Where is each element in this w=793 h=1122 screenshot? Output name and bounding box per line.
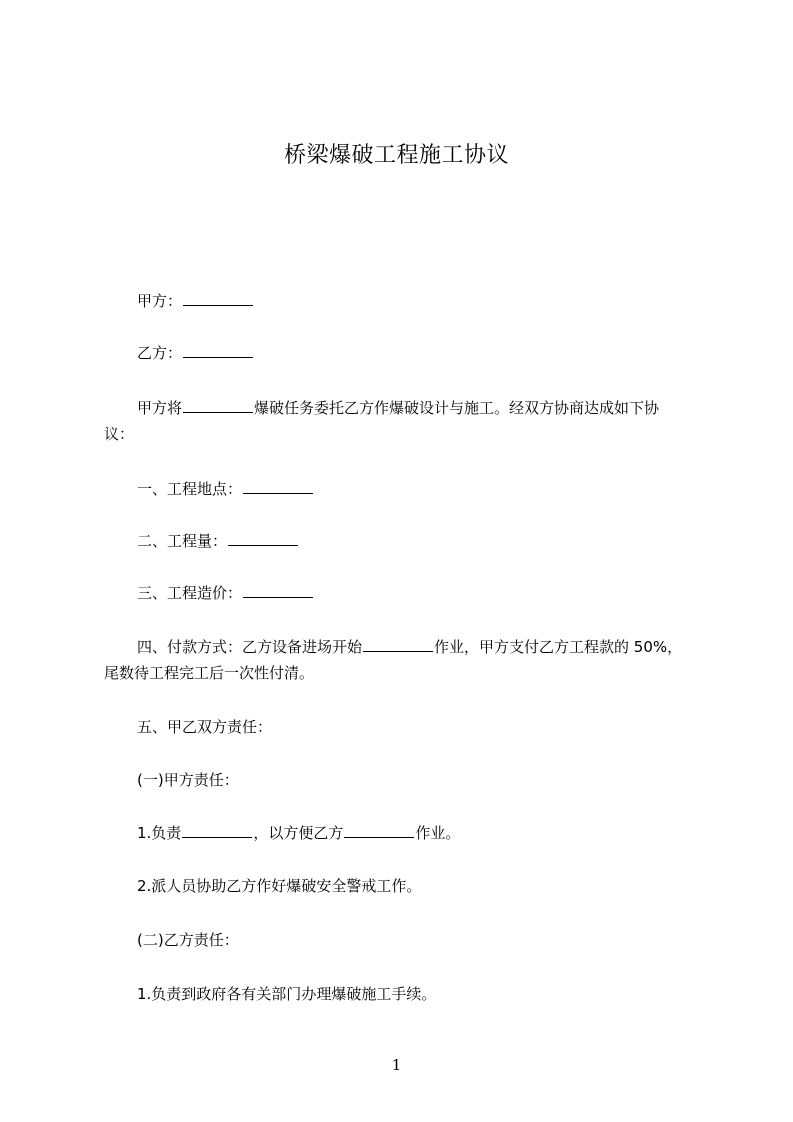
- item-2-label: 二、工程量：: [137, 532, 228, 550]
- party-a-blank: [183, 291, 253, 306]
- intro-text-2: 爆破任务委托乙方作爆破设计与施工。经双方协商达成如下协: [254, 399, 660, 417]
- item-3-line: [104, 580, 704, 606]
- item-1-line: [104, 476, 704, 502]
- item-2-line: [104, 528, 704, 554]
- party-a-resp-heading-line: [104, 767, 704, 793]
- intro-line-1: [104, 395, 704, 421]
- item-5-label: 五、甲乙双方责任：: [137, 718, 273, 736]
- party-a-label: 甲方：: [137, 292, 183, 310]
- a1-text-3: 作业。: [415, 824, 461, 842]
- item-1-label: 一、工程地点：: [137, 480, 243, 498]
- page-number: 1: [391, 1056, 402, 1074]
- item-4-text-2: 作业，甲方支付乙方工程款的 50%，: [434, 638, 683, 656]
- intro-text-3: 议：: [104, 425, 135, 443]
- item-4-text-3: 尾数待工程完工后一次性付清。: [104, 664, 315, 682]
- a1-blank-1: [182, 823, 252, 838]
- intro-blank: [183, 398, 253, 413]
- party-a-resp-1-line: [104, 820, 704, 846]
- party-b-label: 乙方：: [137, 344, 183, 362]
- intro-line-2: [104, 421, 704, 447]
- a1-blank-2: [344, 823, 414, 838]
- party-b-line: [104, 340, 704, 366]
- a2-text: 2.派人员协助乙方作好爆破安全警戒工作。: [137, 877, 422, 895]
- item-2-blank: [228, 531, 298, 546]
- a1-text-1: 1.负责: [137, 824, 182, 842]
- intro-text-1: 甲方将: [137, 399, 183, 417]
- party-a-resp-heading: (一)甲方责任：: [137, 771, 239, 789]
- item-4-line-1: [104, 634, 704, 660]
- party-b-resp-1-line: [104, 981, 704, 1007]
- party-a-line: [104, 288, 704, 314]
- item-4-text-1: 四、付款方式：乙方设备进场开始: [137, 638, 363, 656]
- item-3-label: 三、工程造价：: [137, 584, 243, 602]
- item-3-blank: [243, 583, 313, 598]
- b1-text: 1.负责到政府各有关部门办理爆破施工手续。: [137, 985, 437, 1003]
- party-a-resp-2-line: [104, 873, 704, 899]
- item-4-blank: [363, 637, 433, 652]
- item-4-line-2: [104, 660, 704, 686]
- document-title: 桥梁爆破工程施工协议: [283, 143, 509, 168]
- item-5-line: [104, 714, 704, 740]
- item-1-blank: [243, 479, 313, 494]
- a1-text-2: ，以方便乙方: [253, 824, 344, 842]
- party-b-resp-heading-line: [104, 927, 704, 953]
- party-b-blank: [183, 343, 253, 358]
- party-b-resp-heading: (二)乙方责任：: [137, 931, 239, 949]
